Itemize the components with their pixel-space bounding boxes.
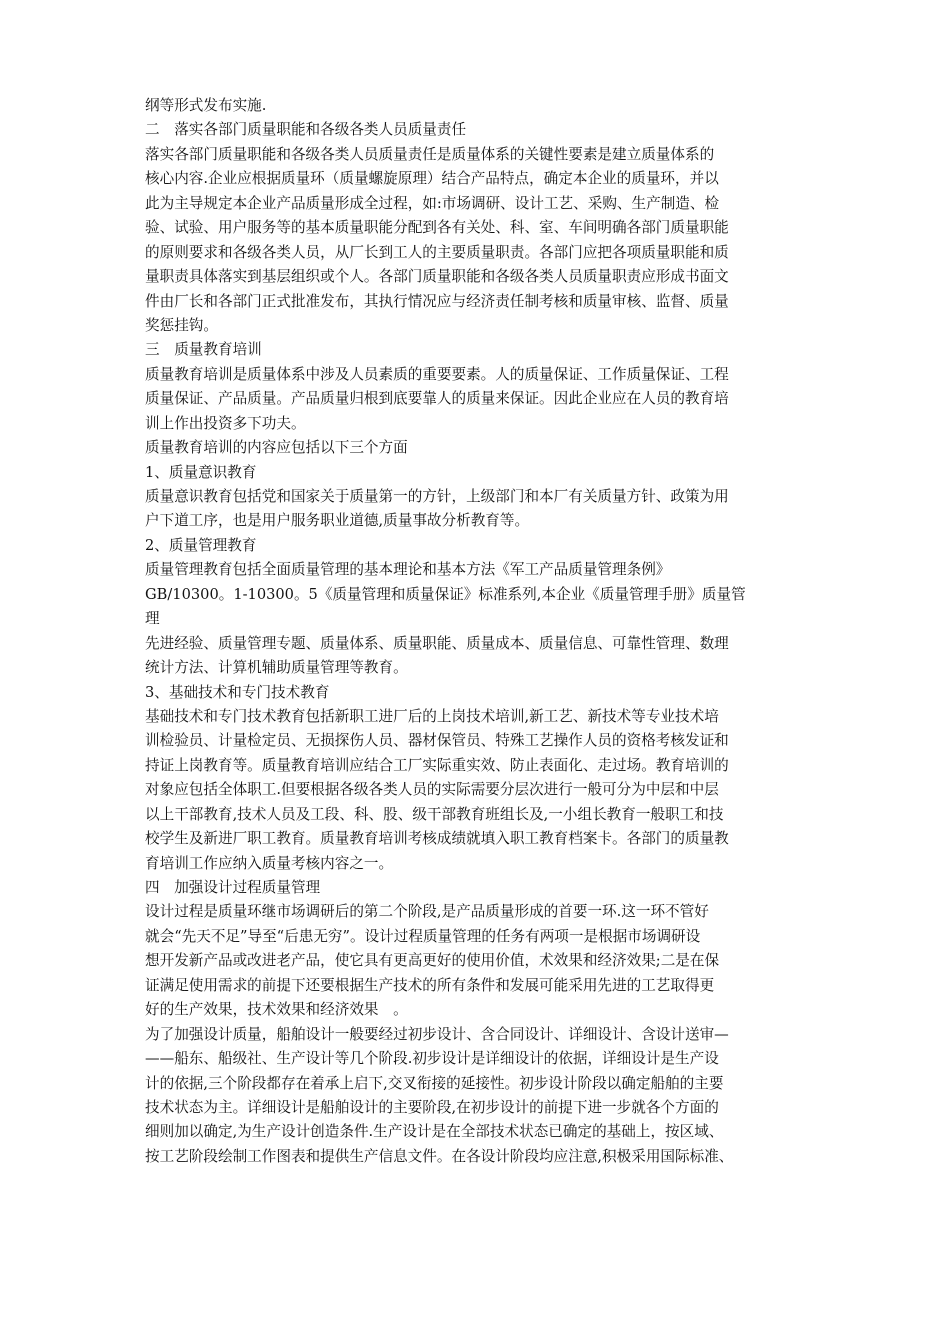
text-line: 技术状态为主。详细设计是船舶设计的主要阶段,在初步设计的前提下进一步就各个方面的: [145, 1098, 719, 1116]
text-line: 计的依据,三个阶段都存在着承上启下,交叉衔接的延接性。初步设计阶段以确定船舶的主要: [145, 1074, 724, 1092]
text-line: 件由厂长和各部门正式批准发布，其执行情况应与经济责任制考核和质量审核、监督、质量: [145, 292, 729, 310]
text-line: 以上干部教育,技术人员及工段、科、股、级干部教育班组长及,一小组长教育一般职工和技: [145, 805, 724, 823]
text-line: 训上作出投资多下功夫。: [145, 414, 306, 432]
text-line: 3、基础技术和专门技术教育: [145, 683, 330, 701]
text-line: 核心内容.企业应根据质量环（质量螺旋原理）结合产品特点，确定本企业的质量环，并以: [145, 170, 719, 188]
text-line: 证满足使用需求的前提下还要根据生产技术的所有条件和发展可能采用先进的工艺取得更: [145, 976, 715, 994]
text-line: 细则加以确定,为生产设计创造条件.生产设计是在全部技术状态已确定的基础上，按区域、: [145, 1123, 724, 1141]
text-line: 量职责具体落实到基层组织或个人。各部门质量职能和各级各类人员质量职责应形成书面文: [145, 268, 729, 286]
text-line: 先进经验、质量管理专题、质量体系、质量职能、质量成本、质量信息、可靠性管理、数理: [145, 634, 729, 652]
text-line: 质量保证、产品质量。产品质量归根到底要靠人的质量来保证。因此企业应在人员的教育培: [145, 390, 729, 408]
text-line: 校学生及新进厂职工教育。质量教育培训考核成绩就填入职工教育档案卡。各部门的质量教: [145, 830, 729, 848]
text-line: 按工艺阶段绘制工作图表和提供生产信息文件。在各设计阶段均应注意,积极采用国际标准、: [145, 1147, 734, 1165]
text-line: 理: [145, 610, 160, 628]
text-line: 为了加强设计质量，船舶设计一般要经过初步设计、含合同设计、详细设计、含设计送审—: [145, 1025, 729, 1043]
text-line: 纲等形式发布实施.: [145, 97, 267, 114]
text-line: 奖惩挂钩。: [145, 316, 218, 334]
text-line: GB/10300。1-10300。5《质量管理和质量保证》标准系列,本企业《质量管理手册》质量管: [145, 585, 746, 603]
text-line: 质量教育培训的内容应包括以下三个方面: [145, 439, 408, 457]
text-line: 2、质量管理教育: [145, 536, 257, 554]
text-line: 的原则要求和各级各类人员，从厂长到工人的主要质量职责。各部门应把各项质量职能和质: [145, 243, 729, 261]
text-line: ——船东、船级社、生产设计等几个阶段.初步设计是详细设计的依据，详细设计是生产设: [145, 1050, 719, 1068]
text-line: 二 落实各部门质量职能和各级各类人员质量责任: [145, 121, 467, 139]
text-line: 持证上岗教育等。质量教育培训应结合工厂实际重实效、防止表面化、走过场。教育培训的: [145, 756, 729, 774]
text-line: 1、质量意识教育: [145, 463, 257, 481]
text-line: 质量意识教育包括党和国家关于质量第一的方针，上级部门和本厂有关质量方针、政策为用: [145, 488, 729, 505]
text-line: 统计方法、计算机辅助质量管理等教育。: [145, 659, 408, 677]
text-line: 对象应包括全体职工.但要根据各级各类人员的实际需要分层次进行一般可分为中层和中层: [145, 781, 719, 799]
text-line: 三 质量教育培训: [145, 341, 262, 359]
text-line: 验、试验、用户服务等的基本质量职能分配到各有关处、科、室、车间明确各部门质量职能: [145, 219, 729, 237]
text-line: 户下道工序，也是用户服务职业道德,质量事故分析教育等。: [145, 512, 530, 530]
text-line: 此为主导规定本企业产品质量形成全过程，如:市场调研、设计工艺、采购、生产制造、检: [145, 194, 720, 212]
text-line: 设计过程是质量环继市场调研后的第二个阶段,是产品质量形成的首要一环.这一环不管好: [145, 903, 709, 921]
text-line: 好的生产效果，技术效果和经济效果 。: [145, 1001, 408, 1019]
text-line: 质量教育培训是质量体系中涉及人员素质的重要要素。人的质量保证、工作质量保证、工程: [145, 365, 729, 383]
document-body: [145, 94, 825, 1169]
text-line: 想开发新产品或改进老产品，使它具有更高更好的使用价值，术效果和经济效果;二是在保: [145, 952, 720, 970]
text-line: 基础技术和专门技术教育包括新职工进厂后的上岗技术培训,新工艺、新技术等专业技术培: [145, 707, 719, 725]
text-line: 育培训工作应纳入质量考核内容之一。: [145, 854, 394, 872]
text-line: 就会“先天不足”导至“后患无穷”。设计过程质量管理的任务有两项一是根据市场调研设: [145, 927, 701, 945]
text-line: 落实各部门质量职能和各级各类人员质量责任是质量体系的关键性要素是建立质量体系的: [145, 145, 715, 163]
text-line: 训检验员、计量检定员、无损探伤人员、器材保管员、特殊工艺操作人员的资格考核发证和: [145, 732, 729, 750]
text-line: 四 加强设计过程质量管理: [145, 879, 321, 896]
text-line: 质量管理教育包括全面质量管理的基本理论和基本方法《军工产品质量管理条例》: [145, 561, 671, 579]
